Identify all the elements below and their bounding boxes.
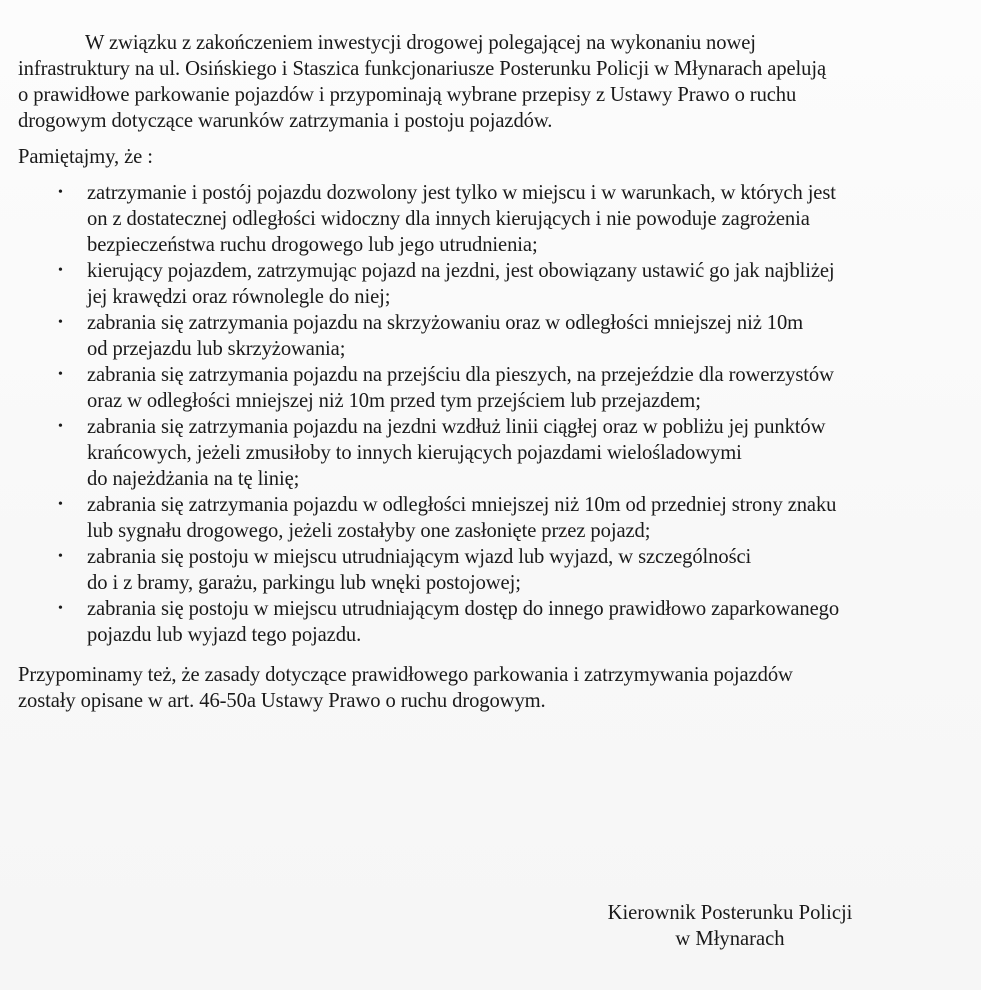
bullet-icon: • [58,497,63,512]
list-item [18,362,968,414]
list-item-line: zabrania się zatrzymania pojazdu na przejściu dla pieszych, na przejeździe dla rowerzystów [87,364,834,386]
list-item-text [87,598,839,646]
list-item [18,596,968,648]
closing-paragraph [18,662,968,714]
list-item-line: krańcowych, jeżeli zmusiłoby to innych kierujących pojazdami wielośladowymi [87,442,742,464]
intro-paragraph [18,30,968,134]
bullet-icon: • [58,315,63,330]
bullet-icon: • [58,185,63,200]
list-item-line: zabrania się postoju w miejscu utrudniającym dostęp do innego prawidłowo zaparkowanego [87,598,840,620]
list-item-text [87,312,803,360]
list-item [18,310,968,362]
list-item-text [87,416,825,490]
bullet-icon: • [58,549,63,564]
list-item-line: do najeżdżania na tę linię; [87,468,300,490]
intro-line: infrastruktury na ul. Osińskiego i Staszica funkcjonariusze Posterunku Policji w Młynarach apelują [18,58,827,80]
list-item-text [87,546,751,594]
list-item [18,544,968,596]
document-body [18,30,968,714]
intro-line: o prawidłowe parkowanie pojazdów i przypominają wybrane przepisy z Ustawy Prawo o ruchu [18,84,797,106]
list-item [18,180,968,258]
signature-title: Kierownik Posterunku Policji [607,902,853,924]
bullet-icon: • [58,367,63,382]
list-item-text [87,494,836,542]
bullet-icon: • [58,419,63,434]
list-item-line: kierujący pojazdem, zatrzymując pojazd na jezdni, jest obowiązany ustawić go jak najbliżej [87,260,835,282]
signature-location: w Młynarach [675,928,785,950]
list-item-line: lub sygnału drogowego, jeżeli zostałyby one zasłonięte przez pojazd; [87,520,651,542]
list-item-line: do i z bramy, garażu, parkingu lub wnęki postojowej; [87,572,521,594]
closing-line: zostały opisane w art. 46-50a Ustawy Prawo o ruchu drogowym. [18,690,546,712]
list-item [18,258,968,310]
list-item-line: on z dostatecznej odległości widoczny dla innych kierujących i nie powoduje zagrożenia [87,208,810,230]
list-item-line: zabrania się zatrzymania pojazdu na skrzyżowaniu oraz w odległości mniejszej niż 10m [87,312,804,334]
bullet-icon: • [58,601,63,616]
list-item-line: od przejazdu lub skrzyżowania; [87,338,346,360]
list-item [18,492,968,544]
list-item-line: bezpieczeństwa ruchu drogowego lub jego utrudnienia; [87,234,538,256]
list-item-line: oraz w odległości mniejszej niż 10m przed tym przejściem lub przejazdem; [87,390,701,412]
list-item-line: zabrania się zatrzymania pojazdu w odległości mniejszej niż 10m od przedniej strony znaku [87,494,837,516]
list-item-line: jej krawędzi oraz równolegle do niej; [87,286,391,308]
rules-list [18,180,968,648]
lead-text: Pamiętajmy, że : [18,146,153,168]
list-item-text [87,364,834,412]
list-item-text [87,260,835,308]
intro-line: W związku z zakończeniem inwestycji drogowej polegającej na wykonaniu nowej [85,32,756,54]
closing-line: Przypominamy też, że zasady dotyczące prawidłowego parkowania i zatrzymywania pojazdów [18,664,793,686]
list-item-line: zabrania się postoju w miejscu utrudniającym wjazd lub wyjazd, w szczególności [87,546,752,568]
bullet-icon: • [58,263,63,278]
list-item-line: zabrania się zatrzymania pojazdu na jezdni wzdłuż linii ciągłej oraz w pobliżu jej punktów [87,416,826,438]
intro-line: drogowym dotyczące warunków zatrzymania i postoju pojazdów. [18,110,553,132]
list-item [18,414,968,492]
list-item-line: zatrzymanie i postój pojazdu dozwolony jest tylko w miejscu i w warunkach, w których jest [87,182,836,204]
signature-block [560,900,900,952]
list-item-line: pojazdu lub wyjazd tego pojazdu. [87,624,362,646]
list-item-text [87,182,836,256]
